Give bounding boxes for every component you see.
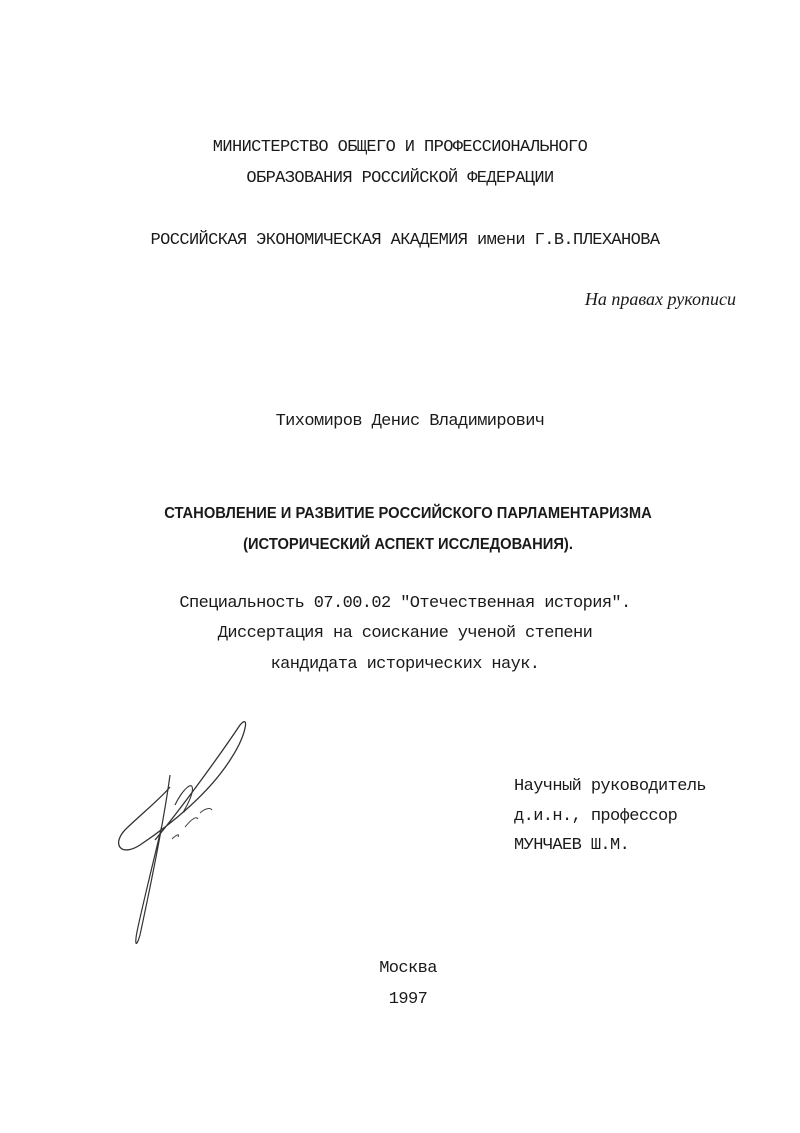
signature bbox=[100, 715, 260, 950]
thesis-title-line-1: СТАНОВЛЕНИЕ И РАЗВИТИЕ РОССИЙСКОГО ПАРЛАМЕНТАРИЗМА bbox=[164, 505, 652, 522]
supervisor-name: МУНЧАЕВ Ш.М. bbox=[514, 836, 630, 855]
specialty-line: Специальность 07.00.02 "Отечественная история". bbox=[179, 594, 631, 613]
year: 1997 bbox=[388, 990, 428, 1009]
manuscript-note: На правах рукописи bbox=[584, 289, 736, 309]
ministry-line-2: ОБРАЗОВАНИЯ РОССИЙСКОЙ ФЕДЕРАЦИИ bbox=[246, 169, 554, 188]
supervisor-label: Научный руководитель bbox=[514, 777, 707, 796]
academy-name: РОССИЙСКАЯ ЭКОНОМИЧЕСКАЯ АКАДЕМИЯ имени Г.В.ПЛЕХАНОВА bbox=[150, 231, 660, 250]
dissertation-line: Диссертация на соискание ученой степени bbox=[217, 624, 593, 643]
degree-line: кандидата исторических наук. bbox=[270, 655, 540, 674]
ministry-line-1: МИНИСТЕРСТВО ОБЩЕГО И ПРОФЕССИОНАЛЬНОГО bbox=[212, 138, 588, 157]
city: Москва bbox=[379, 959, 437, 978]
author-name: Тихомиров Денис Владимирович bbox=[275, 412, 545, 431]
supervisor-degree: д.и.н., профессор bbox=[514, 807, 678, 826]
thesis-title-line-2: (ИСТОРИЧЕСКИЙ АСПЕКТ ИССЛЕДОВАНИЯ). bbox=[243, 536, 573, 553]
